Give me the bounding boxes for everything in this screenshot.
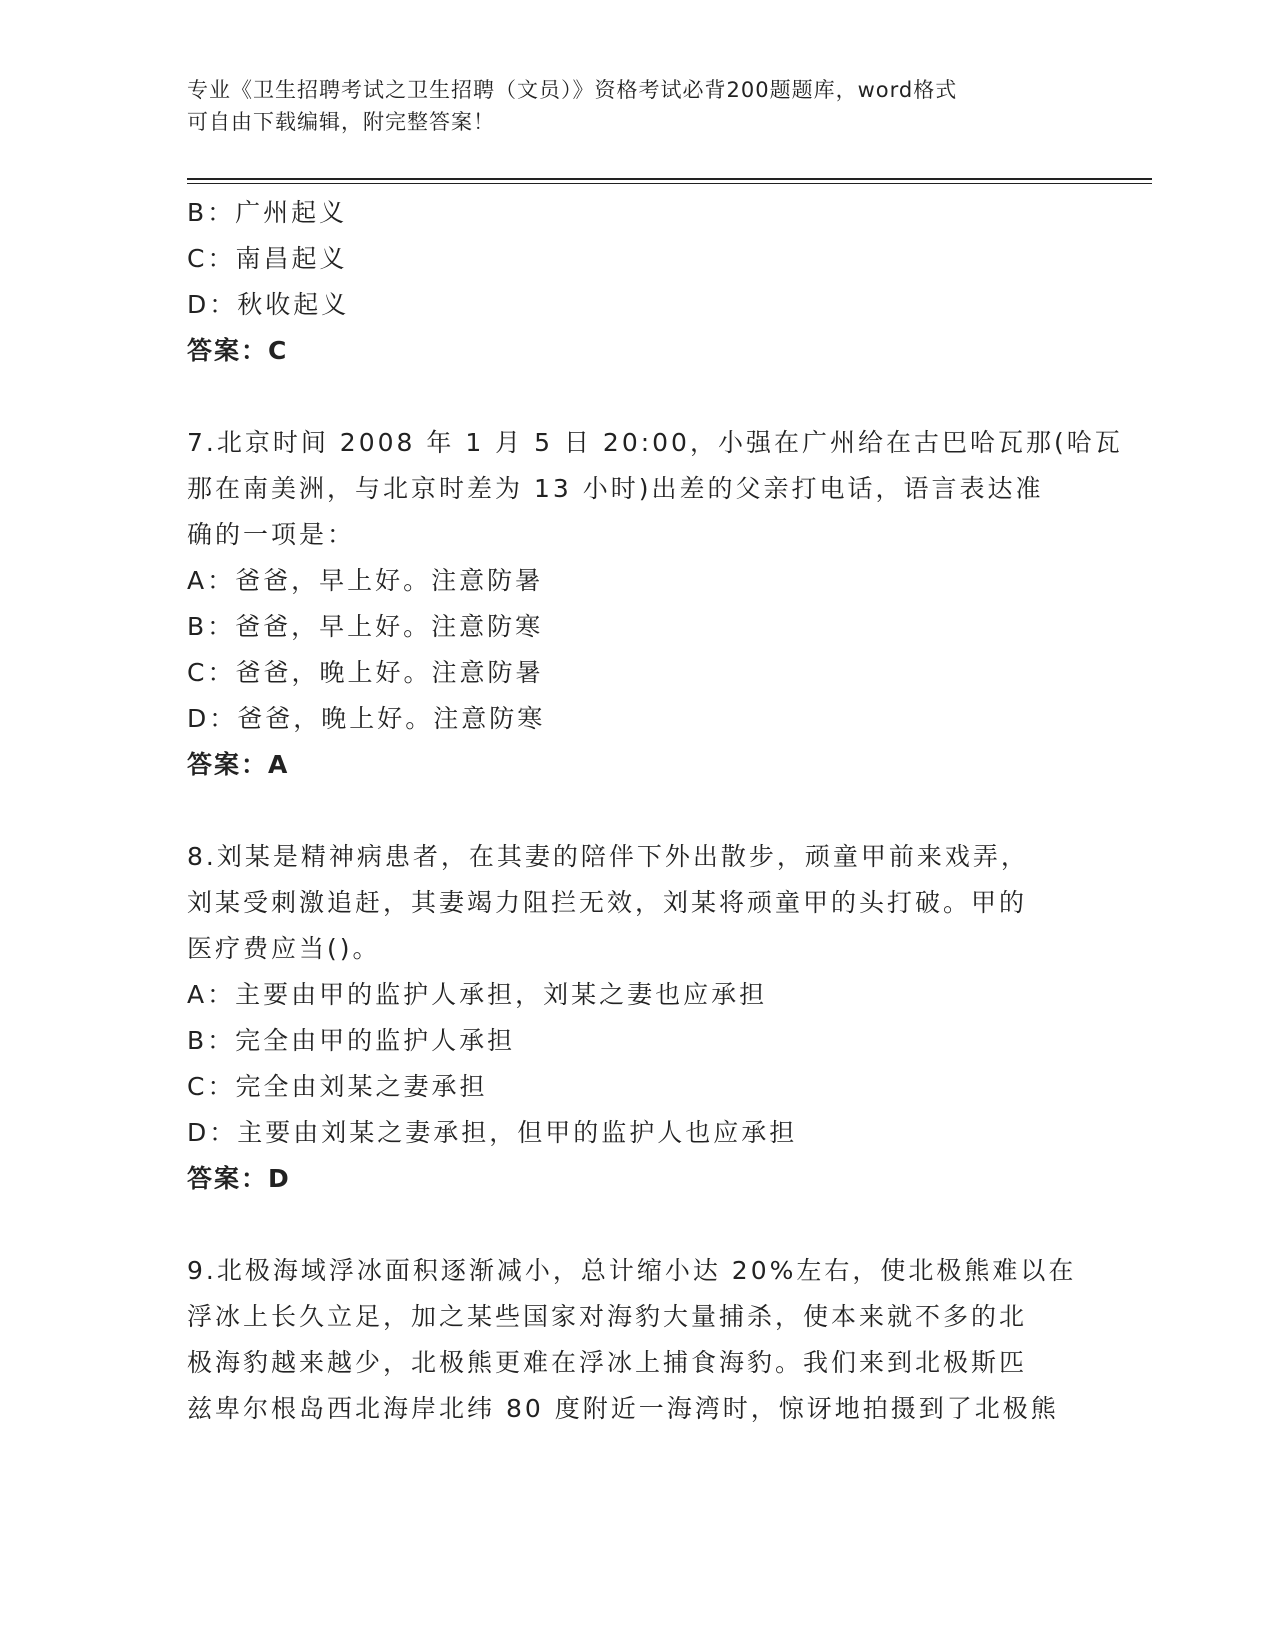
answer: 答案：C (187, 336, 289, 365)
document-body (187, 190, 1123, 1432)
question-stem-line: 浮冰上长久立足，加之某些国家对海豹大量捕杀，使本来就不多的北 (187, 1302, 1028, 1331)
option-c: C：完全由刘某之妻承担 (187, 1072, 488, 1101)
spacer (187, 788, 1087, 834)
answer: 答案：D (187, 1164, 291, 1193)
question-stem-line: 确的一项是： (187, 520, 356, 549)
option-d: D：主要由刘某之妻承担，但甲的监护人也应承担 (187, 1118, 798, 1147)
header-rule-thick (187, 178, 1152, 180)
header-line-2: 可自由下载编辑，附完整答案！ (187, 110, 495, 134)
option-a: A：爸爸，早上好。注意防暑 (187, 566, 544, 595)
question-6 (187, 190, 1087, 374)
header-line-1: 专业《卫生招聘考试之卫生招聘（文员）》资格考试必背200题题库，word格式 (187, 78, 958, 102)
option-b: B：广州起义 (187, 198, 348, 227)
question-stem-line: 7.北京时间 2008 年 1 月 5 日 20:00，小强在广州给在古巴哈瓦那(哈瓦 (187, 428, 1123, 457)
option-c: C：南昌起义 (187, 244, 348, 273)
question-7 (187, 420, 1123, 788)
option-d: D：爸爸，晚上好。注意防寒 (187, 704, 546, 733)
question-stem-line: 医疗费应当()。 (187, 934, 381, 963)
option-a: A：主要由甲的监护人承担，刘某之妻也应承担 (187, 980, 768, 1009)
question-stem-line: 9.北极海域浮冰面积逐渐减小，总计缩小达 20%左右，使北极熊难以在 (187, 1256, 1077, 1285)
answer: 答案：A (187, 750, 290, 779)
question-8 (187, 834, 1087, 1202)
question-stem-line: 极海豹越来越少，北极熊更难在浮冰上捕食海豹。我们来到北极斯匹 (187, 1348, 1028, 1377)
option-b: B：完全由甲的监护人承担 (187, 1026, 516, 1055)
question-9 (187, 1248, 1087, 1432)
question-stem-line: 兹卑尔根岛西北海岸北纬 80 度附近一海湾时，惊讶地拍摄到了北极熊 (187, 1394, 1059, 1423)
question-stem-line: 那在南美洲，与北京时差为 13 小时)出差的父亲打电话，语言表达准 (187, 474, 1044, 503)
option-d: D：秋收起义 (187, 290, 350, 319)
document-header (187, 74, 1067, 138)
option-c: C：爸爸，晚上好。注意防暑 (187, 658, 544, 687)
option-b: B：爸爸，早上好。注意防寒 (187, 612, 544, 641)
question-stem-line: 刘某受刺激追赶，其妻竭力阻拦无效，刘某将顽童甲的头打破。甲的 (187, 888, 1028, 917)
spacer (187, 374, 1087, 420)
spacer (187, 1202, 1087, 1248)
header-rule-thin (187, 183, 1152, 184)
question-stem-line: 8.刘某是精神病患者，在其妻的陪伴下外出散步，顽童甲前来戏弄， (187, 842, 1029, 871)
